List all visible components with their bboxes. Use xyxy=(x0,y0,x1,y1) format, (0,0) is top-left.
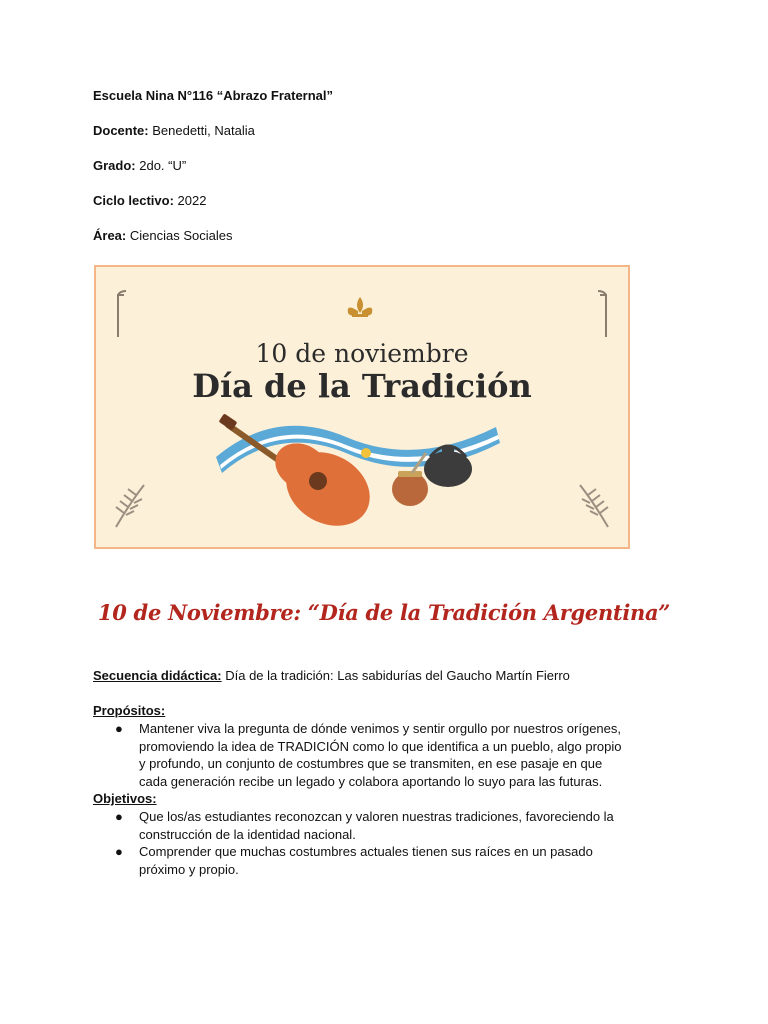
bullet-icon: ● xyxy=(115,844,123,859)
main-heading: 10 de Noviembre: “Día de la Tradición Argentina” xyxy=(97,600,671,625)
list-item-line: construcción de la identidad nacional. xyxy=(139,826,356,842)
year-line xyxy=(93,193,206,209)
list-item-line: cada generación recibe un legado y colabora aportando lo suyo para las futuras. xyxy=(139,773,603,789)
objectives-label: Objetivos: xyxy=(93,791,157,806)
list-item-line: promoviendo la idea de TRADICIÓN como lo que identifica a un pueblo, algo propio xyxy=(139,738,622,754)
purposes-list xyxy=(93,720,683,790)
bullet-icon: ● xyxy=(115,809,123,824)
teacher-line xyxy=(93,123,255,139)
objectives-list xyxy=(93,808,683,878)
fleur-de-lis-icon xyxy=(348,297,373,317)
area-label: Área: xyxy=(93,228,127,243)
list-item xyxy=(93,808,683,843)
list-item-line: Comprender que muchas costumbres actuales tienen sus raíces en un pasado xyxy=(139,844,593,859)
banner-illustration xyxy=(96,267,628,547)
grade-label: Grado: xyxy=(93,158,136,173)
purposes-label: Propósitos: xyxy=(93,703,166,718)
list-item xyxy=(93,720,683,790)
list-item-line: Que los/as estudiantes reconozcan y valoren nuestras tradiciones, favoreciendo la xyxy=(139,809,614,824)
tradition-day-banner xyxy=(94,265,630,549)
list-item-line: Mantener viva la pregunta de dónde venimos y sentir orgullo por nuestros orígenes, xyxy=(139,721,622,736)
purposes-heading xyxy=(93,703,165,719)
grade-line xyxy=(93,158,186,174)
grade-value: 2do. “U” xyxy=(135,158,187,173)
banner-title: Día de la Tradición xyxy=(192,367,532,405)
sequence-value: Día de la tradición: Las sabidurías del Gaucho Martín Fierro xyxy=(221,668,570,683)
sequence-label: Secuencia didáctica: xyxy=(93,668,222,683)
teacher-label: Docente: xyxy=(93,123,149,138)
area-value: Ciencias Sociales xyxy=(126,228,233,243)
year-value: 2022 xyxy=(173,193,207,208)
teacher-value: Benedetti, Natalia xyxy=(148,123,255,138)
objectives-heading xyxy=(93,791,157,807)
list-item xyxy=(93,843,683,878)
banner-date: 10 de noviembre xyxy=(255,339,469,368)
year-label: Ciclo lectivo: xyxy=(93,193,174,208)
list-item-line: próximo y propio. xyxy=(139,861,239,877)
list-item-line: y profundo, un conjunto de costumbres que se transmiten, en ese pasaje en que xyxy=(139,756,603,771)
area-line xyxy=(93,228,232,244)
bullet-icon: ● xyxy=(115,721,123,736)
school-name xyxy=(93,88,333,104)
sequence-line xyxy=(93,668,570,684)
school-name-text: Escuela Nina N°116 “Abrazo Fraternal” xyxy=(93,88,334,103)
